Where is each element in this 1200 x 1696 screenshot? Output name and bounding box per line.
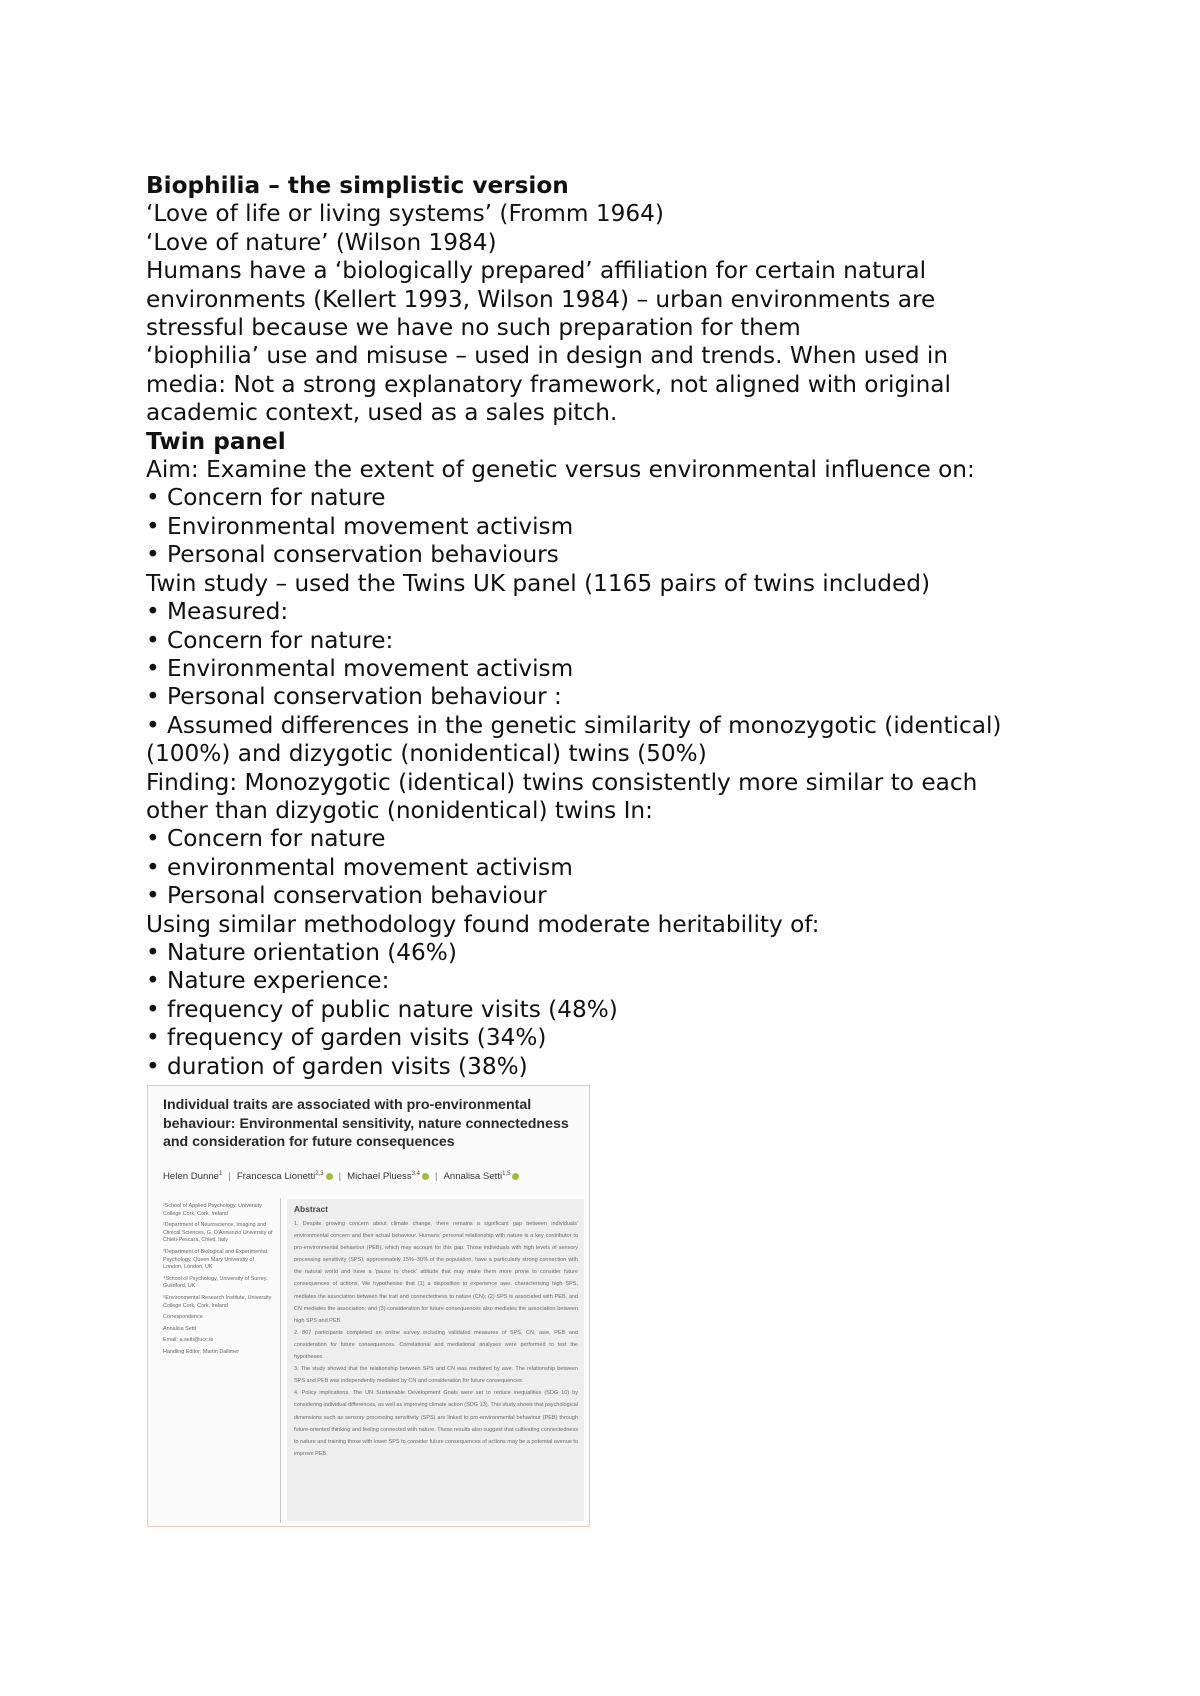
note-line: environments (Kellert 1993, Wilson 1984) – urban environments are <box>146 285 936 313</box>
author-separator: | <box>228 1171 231 1183</box>
abstract-item: 3. The study showed that the relationship between SPS and CN was mediated by awe. The relationship between SPS and PEB was independently mediated by CN and consideration for future consequences. <box>294 1366 578 1385</box>
note-line: Twin study – used the Twins UK panel (1165 pairs of twins included) <box>146 569 931 597</box>
affiliation-line: ⁴School of Psychology, University of Surrey, Guildford, UK <box>163 1275 268 1290</box>
author-affiliation-number: 1 <box>219 1171 223 1177</box>
note-line: • Nature orientation (46%) <box>146 938 457 966</box>
orcid-icon <box>326 1173 333 1180</box>
affiliation-line: Correspondence <box>163 1314 203 1321</box>
author-separator: | <box>434 1171 438 1183</box>
abstract-heading: Abstract <box>294 1204 328 1214</box>
notes-text <box>146 172 1106 1081</box>
paper-abstract <box>287 1199 584 1521</box>
abstract-body <box>294 1218 578 1460</box>
note-line: other than dizygotic (nonidentical) twins In: <box>146 796 653 824</box>
note-line: • Concern for nature <box>146 484 386 512</box>
note-line: media: Not a strong explanatory framework, not aligned with original <box>146 370 951 398</box>
note-line: • environmental movement activism <box>146 853 573 881</box>
note-line: • Personal conservation behaviours <box>146 541 559 569</box>
affiliation-line: ²Department of Neuroscience, Imaging and Clinical Sciences, G. D'Annunzio University of Chieti-Pescara, Chieti, Italy <box>163 1222 273 1244</box>
abstract-item: 2. 807 participants completed an online survey including validated measures of SPS, CN, awe, PEB and consideration for future consequences. Correlational and mediational analyses were performed to test the hypotheses. <box>294 1329 578 1361</box>
column-divider <box>280 1198 281 1523</box>
author-affiliation-number: 1,5 <box>502 1171 511 1177</box>
note-line: • Concern for nature: <box>146 626 394 654</box>
author-separator: | <box>338 1171 342 1183</box>
affiliation-line: ¹School of Applied Psychology, University College Cork, Cork, Ireland <box>163 1203 262 1217</box>
section-heading: Biophilia – the simplistic version <box>146 172 569 199</box>
affiliation-line: ³Department of Biological and Experimental Psychology, Queen Mary University of London, London, UK <box>163 1248 267 1271</box>
note-line: • Nature experience: <box>146 967 390 995</box>
note-line: • Concern for nature <box>146 825 386 853</box>
author-name: Helen Dunne <box>163 1171 220 1183</box>
affiliation-line: ⁵Environmental Research Institute, University College Cork, Cork, Ireland <box>163 1294 272 1309</box>
note-line: • Measured: <box>146 598 289 626</box>
note-line: • Environmental movement activism <box>146 512 574 540</box>
paper-screenshot <box>147 1085 590 1527</box>
affiliation-line: Handling Editor: Martin Dallimer <box>163 1348 240 1355</box>
note-line: Finding: Monozygotic (identical) twins consistently more similar to each <box>146 768 978 796</box>
note-line: Humans have a ‘biologically prepared’ affiliation for certain natural <box>146 257 927 285</box>
orcid-icon <box>422 1173 429 1180</box>
note-line: (100%) and dizygotic (nonidentical) twins (50%) <box>146 740 707 768</box>
note-line: Aim: Examine the extent of genetic versus environmental influence on: <box>146 456 975 484</box>
note-line: • frequency of garden visits (34%) <box>146 1024 547 1052</box>
paper-authors <box>163 1171 583 1182</box>
paper-title: Individual traits are associated with pro-environmental behaviour: Environmental sensitivity, nature connectedness and consideration for future consequences <box>163 1097 569 1150</box>
affiliation-line: Email: a.setti@ucc.ie <box>163 1337 214 1344</box>
note-line: academic context, used as a sales pitch. <box>146 399 618 427</box>
author-name: Michael Pluess <box>347 1171 412 1183</box>
note-line: ‘biophilia’ use and misuse – used in design and trends. When used in <box>146 342 949 370</box>
note-line: • Personal conservation behaviour : <box>146 683 562 711</box>
note-line: • Environmental movement activism <box>146 654 574 682</box>
note-line: • frequency of public nature visits (48%) <box>146 995 618 1023</box>
note-line: • Assumed differences in the genetic similarity of monozygotic (identical) <box>146 711 1002 739</box>
note-line: stressful because we have no such preparation for them <box>146 314 801 342</box>
abstract-item: 4. Policy implications. The UN Sustainable Development Goals were set to reduce inequalities (SDG 10) by considering individual differences, as well as improving climate action (SDG 13). This study shows that psychological dimensions such as sensory processing sensitivity (SPS) are linked to pro-environmental behaviour (PEB) through future-oriented thinking and feeling connected with nature. These results also suggest that cultivating connectedness to nature and training those with lower SPS to consider future consequences of actions may be a potential avenue to improve PEB. <box>294 1390 578 1457</box>
author-affiliation-number: 3,4 <box>411 1171 420 1177</box>
note-line: ‘Love of life or living systems’ (Fromm 1964) <box>146 200 664 228</box>
affiliation-line: Annalisa Setti <box>163 1325 196 1332</box>
note-line: • Personal conservation behaviour <box>146 882 547 910</box>
orcid-icon <box>512 1173 519 1180</box>
abstract-item: 1. Despite growing concern about climate change, there remains a significant gap between individuals' environmental concern and their actual behaviour. Humans' personal relationship with nature is a key contributor to pro-environmental behaviour (PEB), which may account for this gap. Those individuals with high levels of sensory processing sensitivity (SPS), approximately 15%–30% of the population, have a particularly strong connection with the natural world and have a 'pause to check' attitude that may make them more prone to consider future consequences of actions. We hypothesise that (1) a disposition to experience awe, characterising high SPS, mediates the association between the trait and connectedness to nature (CN); (2) SPS is associated with PEB, and CN mediates the association; and (3) consideration for future consequences also mediates the association between high SPS and PEB. <box>294 1221 578 1324</box>
note-line: Using similar methodology found moderate heritability of: <box>146 910 820 938</box>
note-line: ‘Love of nature’ (Wilson 1984) <box>146 228 497 256</box>
author-name: Annalisa Setti <box>443 1171 503 1183</box>
paper-affiliations <box>163 1203 273 1361</box>
note-line: • duration of garden visits (38%) <box>146 1052 528 1080</box>
section-heading: Twin panel <box>146 427 286 455</box>
author-affiliation-number: 2,3 <box>315 1171 324 1177</box>
author-name: Francesca Lionetti <box>236 1171 316 1183</box>
